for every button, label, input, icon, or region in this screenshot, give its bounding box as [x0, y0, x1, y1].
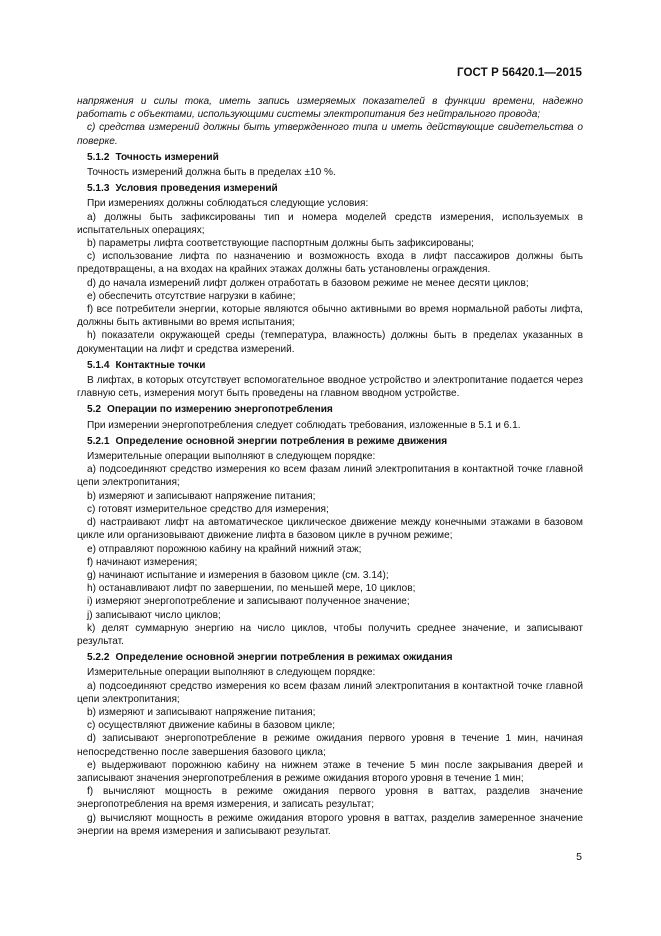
paragraph: c) готовят измерительное средство для измерения;	[87, 503, 329, 515]
paragraph: e) выдерживают порожнюю кабину на нижнем этаже в течение 5 мин после закрывания дверей и записывают значения энергопотребления в режиме ожидания второго уровня в течение 1 мин;	[77, 759, 583, 784]
section-number: 5.1.2	[87, 151, 110, 163]
paragraph: Измерительные операции выполняют в следующем порядке:	[87, 451, 376, 463]
paragraph: f) вычисляют мощность в режиме ожидания первого уровня в ваттах, разделив значение энергопотребления на время измерения, и записать результат;	[77, 786, 583, 811]
paragraph: c) осуществляют движение кабины в базовом цикле;	[87, 720, 336, 732]
section-title: Определение основной энергии потребления в режимах ожидания	[115, 652, 453, 664]
paragraph: g) вычисляют мощность в режиме ожидания второго уровня в ваттах, разделив замеренное значение энергии на время измерения и записывают результат.	[77, 812, 583, 837]
section-heading	[77, 151, 583, 164]
section-number: 5.2	[87, 404, 102, 416]
section-title: Определение основной энергии потребления в режиме движения	[115, 435, 448, 447]
paragraph: g) начинают испытание и измерения в базовом цикле (см. 3.14);	[87, 569, 389, 581]
section-title: Условия проведения измерений	[115, 183, 278, 195]
paragraph: b) измеряют и записывают напряжение питания;	[87, 706, 316, 718]
paragraph: b) измеряют и записывают напряжение питания;	[87, 490, 316, 502]
paragraph: e) отправляют порожнюю кабину на крайний нижний этаж;	[87, 543, 362, 555]
section-heading	[77, 182, 583, 195]
paragraph: f) все потребители энергии, которые являются обычно активными во время нормальной работы лифта, должны быть активными во время испытания;	[77, 304, 583, 329]
paragraph: d) настраивают лифт на автоматическое циклическое движение между конечными этажами в базовом цикле или организовывают движение лифта в базовом цикле в ручном режиме;	[77, 517, 583, 542]
paragraph: d) до начала измерений лифт должен отработать в базовом режиме не менее десяти циклов;	[87, 277, 529, 289]
paragraph: d) записывают энергопотребление в режиме ожидания первого уровня в течение 1 мин, начиная непосредственно после завершения базового цикла;	[77, 733, 583, 758]
paragraph: j) записывают число циклов;	[87, 609, 221, 621]
paragraph: При измерениях должны соблюдаться следующие условия:	[87, 198, 369, 210]
section-heading	[77, 403, 583, 416]
paragraph: e) обеспечить отсутствие нагрузки в кабине;	[87, 290, 296, 302]
paragraph: a) должны быть зафиксированы тип и номера моделей средств измерения, используемых в испытательных операциях;	[77, 211, 583, 236]
paragraph: h) показатели окружающей среды (температура, влажность) должны быть в пределах указанных в документации на лифт и средства измерений.	[77, 330, 583, 355]
section-number: 5.1.4	[87, 359, 110, 371]
section-number: 5.2.2	[87, 652, 110, 664]
paragraph: c) использование лифта по назначению и возможность входа в лифт пассажиров должны быть предотвращены, а на входах на крайних этажах должны бать установлены ограждения.	[77, 251, 583, 276]
page-number: 5	[576, 851, 582, 863]
section-title: Точность измерений	[115, 151, 219, 163]
paragraph: c) средства измерений должны быть утвержденного типа и иметь действующие свидетельства о поверке.	[77, 122, 583, 147]
section-heading	[77, 359, 583, 372]
paragraph: Точность измерений должна быть в пределах ±10 %.	[87, 167, 336, 179]
paragraph: b) параметры лифта соответствующие паспортным должны быть зафиксированы;	[87, 238, 474, 250]
section-title: Контактные точки	[115, 359, 206, 371]
paragraph: Измерительные операции выполняют в следующем порядке:	[87, 667, 376, 679]
section-title: Операции по измерению энергопотребления	[107, 404, 333, 416]
paragraph: a) подсоединяют средство измерения ко всем фазам линий электропитания в контактной точке главной цепи электропитания;	[77, 680, 583, 705]
document-body	[77, 95, 583, 838]
section-heading	[77, 435, 583, 448]
paragraph: a) подсоединяют средство измерения ко всем фазам линий электропитания в контактной точке главной цепи электропитания;	[77, 464, 583, 489]
section-number: 5.2.1	[87, 435, 110, 447]
paragraph: i) измеряют энергопотребление и записывают полученное значение;	[87, 596, 410, 608]
section-number: 5.1.3	[87, 183, 110, 195]
paragraph: k) делят суммарную энергию на число циклов, чтобы получить среднее значение, и записывают результат.	[77, 622, 583, 647]
paragraph: h) останавливают лифт по завершении, по меньшей мере, 10 циклов;	[87, 583, 416, 595]
paragraph: напряжения и силы тока, иметь запись измеряемых показателей в функции времени, надежно работать с объектами, использующими системы электропитания без нейтрального провода;	[77, 96, 583, 121]
section-heading	[77, 651, 583, 664]
paragraph: f) начинают измерения;	[87, 556, 198, 568]
document-code: ГОСТ Р 56420.1—2015	[457, 67, 582, 79]
paragraph: В лифтах, в которых отсутствует вспомогательное вводное устройство и электропитание подается через главную сеть, измерения могут быть проведены на главном вводном устройстве.	[77, 375, 583, 400]
paragraph: При измерении энергопотребления следует соблюдать требования, изложенные в 5.1 и 6.1.	[87, 419, 521, 431]
